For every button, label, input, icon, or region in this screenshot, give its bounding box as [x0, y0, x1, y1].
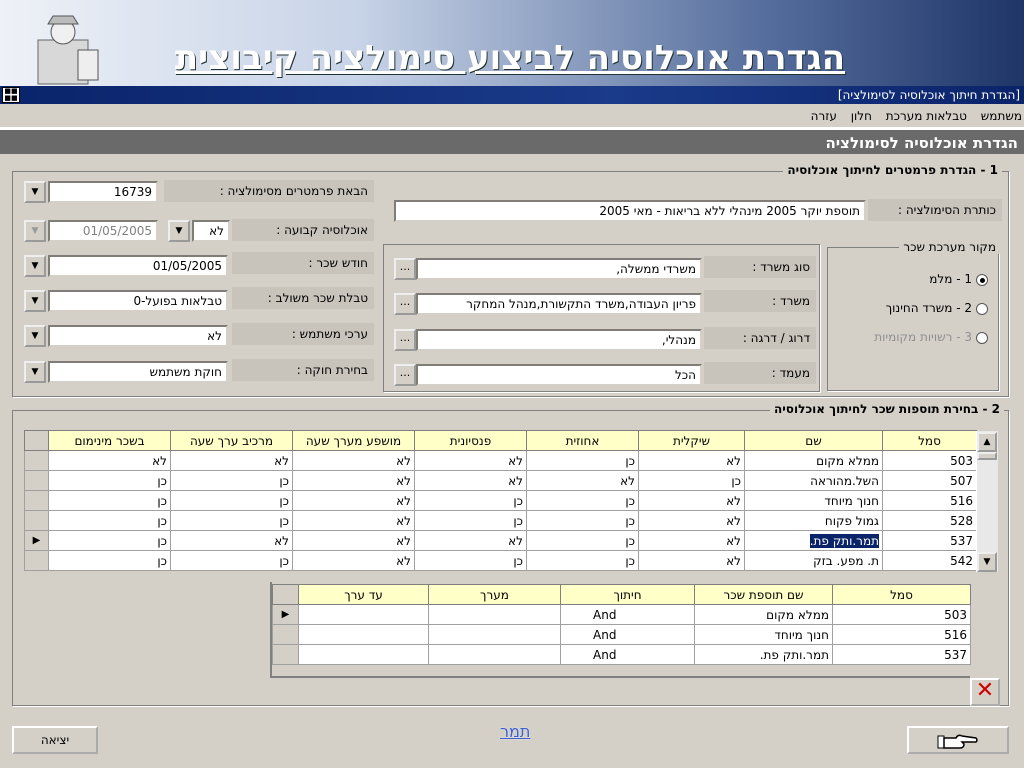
table-cell[interactable]: 537	[833, 645, 971, 665]
row-selector-header	[25, 431, 49, 451]
table-cell[interactable]: כן	[171, 491, 293, 511]
table-row[interactable]	[25, 551, 977, 571]
combined-table-label: טבלת שכר משולב :	[232, 287, 374, 309]
user-values-label: ערכי משתמש :	[232, 323, 374, 345]
radio-circle-icon	[976, 303, 988, 315]
radio-local-authorities: 3 - רשויות מקומיות	[874, 330, 988, 344]
table-cell[interactable]: 516	[883, 491, 977, 511]
additions-table	[24, 430, 977, 571]
fixed-pop-date-input: 01/05/2005	[48, 220, 158, 242]
col-header: סמל	[833, 585, 971, 605]
status-label: מעמד :	[704, 362, 816, 384]
table-cell[interactable]: כן	[49, 491, 171, 511]
law-label: בחירת חוקה :	[232, 359, 374, 381]
selected-table-bottom-line	[270, 676, 970, 678]
menu-bar	[0, 104, 1024, 128]
section1-label: 1 - הגדרת פרמטרים לחיתוך אוכלוסיה	[783, 163, 1002, 177]
menu-help[interactable]: עזרה	[810, 109, 837, 123]
current-row-arrow-icon: ▶	[25, 531, 49, 551]
table-cell[interactable]: לא	[49, 451, 171, 471]
table-cell[interactable]: And	[561, 605, 695, 625]
tamar-link[interactable]: תמר	[500, 722, 531, 741]
row-selector[interactable]	[25, 511, 49, 531]
table-cell[interactable]: לא	[293, 471, 415, 491]
status-picker-button[interactable]: ...	[394, 364, 416, 386]
law-input[interactable]: חוקת משתמש	[48, 361, 228, 383]
close-x-icon: ✕	[975, 678, 995, 703]
table-cell[interactable]	[299, 625, 429, 645]
table-cell[interactable]: לא	[527, 471, 639, 491]
slide-title: הגדרת אוכלוסיה לביצוע סימולציה קיבוצית	[174, 38, 846, 78]
table-cell[interactable]: לא	[293, 511, 415, 531]
sim-title-label: כותרת הסימולציה :	[868, 199, 1002, 221]
table-cell[interactable]: ת. מפע. בזק	[745, 551, 883, 571]
menu-window[interactable]: חלון	[850, 109, 872, 123]
table-row-current[interactable]	[25, 531, 977, 551]
office-picker-button[interactable]: ...	[394, 293, 416, 315]
table-cell[interactable]: ממלא מקום	[695, 605, 833, 625]
table-cell[interactable]: לא	[171, 531, 293, 551]
menu-system-tables[interactable]: טבלאות מערכת	[885, 109, 967, 123]
table-cell[interactable]: לא	[415, 531, 527, 551]
form-title: הגדרת אוכלוסיה לסימולציה	[0, 128, 1024, 154]
table-cell[interactable]	[429, 625, 561, 645]
col-header: מושפע מערך שעה	[293, 431, 415, 451]
col-header: שם	[745, 431, 883, 451]
table-cell[interactable]: 503	[883, 451, 977, 471]
col-header: מערך	[429, 585, 561, 605]
table-cell[interactable]: 528	[883, 511, 977, 531]
table-cell[interactable]: גמול פקוח	[745, 511, 883, 531]
row-selector[interactable]	[273, 625, 299, 645]
col-header: פנסיונית	[415, 431, 527, 451]
app-icon: ■■ ■■	[2, 87, 20, 103]
table-cell[interactable]: כן	[49, 531, 171, 551]
table-cell[interactable]: כן	[171, 511, 293, 531]
office-type-label: סוג משרד :	[704, 256, 816, 278]
status-input[interactable]: הכל	[416, 364, 702, 386]
table-cell[interactable]: כן	[415, 551, 527, 571]
scroll-down-icon[interactable]: ▼	[977, 552, 997, 572]
col-header: בשכר מינימום	[49, 431, 171, 451]
window-title: [הגדרת חיתוך אוכלוסיה לסימולציה]	[0, 86, 1024, 104]
combined-table-input[interactable]: טבלאות בפועל-0	[48, 290, 228, 312]
current-row-arrow-icon: ▶	[273, 605, 299, 625]
table-cell[interactable]	[299, 645, 429, 665]
table-cell[interactable]: לא	[293, 551, 415, 571]
table-cell[interactable]: לא	[293, 451, 415, 471]
table-cell[interactable]: חנוך מיוחד	[745, 491, 883, 511]
table-row[interactable]	[25, 451, 977, 471]
row-selector[interactable]	[25, 551, 49, 571]
table-cell[interactable]: כן	[527, 491, 639, 511]
table-cell[interactable]: כן	[171, 471, 293, 491]
col-header: סמל	[883, 431, 977, 451]
table-cell[interactable]: And	[561, 625, 695, 645]
sim-title-input[interactable]: תוספת יוקר 2005 מינהלי ללא בריאות - מאי 2005	[394, 200, 866, 222]
table-cell[interactable]: לא	[639, 531, 745, 551]
fixed-pop-input[interactable]: לא	[192, 220, 230, 242]
table-cell[interactable]: 542	[883, 551, 977, 571]
import-params-label: הבאת פרמטרים מסימולציה :	[164, 180, 374, 202]
table-cell[interactable]: 503	[833, 605, 971, 625]
table-row[interactable]	[273, 645, 971, 665]
clipart-figure-icon	[18, 10, 108, 86]
selected-additions-table	[272, 584, 971, 665]
table-cell[interactable]: לא	[171, 451, 293, 471]
office-type-picker-button[interactable]: ...	[394, 258, 416, 280]
table-cell[interactable]: לא	[639, 511, 745, 531]
office-label: משרד :	[704, 290, 816, 312]
delete-button[interactable]	[970, 678, 1000, 706]
table-cell[interactable]: לא	[639, 491, 745, 511]
table-cell[interactable]: ממלא מקום	[745, 451, 883, 471]
scroll-thumb[interactable]	[977, 452, 997, 460]
combined-table-dropdown-icon[interactable]: ▼	[24, 290, 46, 312]
radio-malam[interactable]: 1 - מלמ	[929, 272, 988, 286]
row-selector[interactable]	[273, 645, 299, 665]
radio-education-ministry[interactable]: 2 - משרד החינוך	[886, 301, 988, 315]
office-type-input[interactable]: משרדי ממשלה,	[416, 258, 702, 280]
table-cell[interactable]: כן	[49, 471, 171, 491]
table-cell[interactable]: חנוך מיוחד	[695, 625, 833, 645]
scroll-up-icon[interactable]: ▲	[977, 432, 997, 452]
table-cell[interactable]: 507	[883, 471, 977, 491]
table-row[interactable]	[25, 471, 977, 491]
table-cell[interactable]: לא	[293, 531, 415, 551]
table-cell[interactable]: כן	[49, 511, 171, 531]
col-header: אחוזית	[527, 431, 639, 451]
table-cell[interactable]: כן	[527, 511, 639, 531]
fixed-pop-date-dropdown-icon: ▼	[24, 220, 46, 242]
table-cell[interactable]: לא	[415, 451, 527, 471]
col-header: שם תוספת שכר	[695, 585, 833, 605]
table-cell[interactable]: כן	[415, 511, 527, 531]
table-cell[interactable]: כן	[639, 471, 745, 491]
table-cell[interactable]: לא	[415, 471, 527, 491]
row-selector[interactable]	[25, 491, 49, 511]
table-row[interactable]	[25, 511, 977, 531]
table-cell[interactable]: לא	[293, 491, 415, 511]
rank-label: דרוג / דרגה :	[704, 327, 816, 349]
table-row[interactable]	[25, 491, 977, 511]
radio-circle-icon	[976, 274, 988, 286]
table-cell[interactable]	[429, 645, 561, 665]
next-button[interactable]	[907, 726, 1009, 754]
fixed-pop-label: אוכלוסיה קבועה :	[232, 219, 374, 241]
salary-source-group	[827, 247, 999, 391]
section2-label: 2 - בחירת תוספות שכר לחיתוך אוכלוסיה	[770, 402, 1004, 416]
table-row[interactable]	[273, 625, 971, 645]
radio-circle-icon	[976, 332, 988, 344]
law-dropdown-icon[interactable]: ▼	[24, 361, 46, 383]
rank-input[interactable]: מנהלי,	[416, 329, 702, 351]
row-selector[interactable]	[25, 451, 49, 471]
table-cell[interactable]: 537	[883, 531, 977, 551]
user-values-dropdown-icon[interactable]: ▼	[24, 325, 46, 347]
pointing-hand-icon	[936, 730, 980, 752]
selected-table-bottom-border	[270, 582, 272, 678]
table-cell[interactable]: לא	[639, 551, 745, 571]
salary-month-input[interactable]: 01/05/2005	[48, 255, 228, 277]
office-input[interactable]: פריון העבודה,משרד התקשורת,מנהל המחקר	[416, 293, 702, 315]
table-cell[interactable]: תמר.ותק פת.	[695, 645, 833, 665]
col-header: מרכיב ערך שעה	[171, 431, 293, 451]
table-cell[interactable]: 516	[833, 625, 971, 645]
table-cell[interactable]: And	[561, 645, 695, 665]
menu-user[interactable]: משתמש	[980, 109, 1022, 123]
row-selector-header	[273, 585, 299, 605]
col-header: שיקלית	[639, 431, 745, 451]
table-cell[interactable]: כן	[527, 451, 639, 471]
table-cell[interactable]: כן	[171, 551, 293, 571]
salary-month-label: חודש שכר :	[232, 252, 374, 274]
user-values-input[interactable]: לא	[48, 325, 228, 347]
import-params-dropdown-icon[interactable]: ▼	[24, 181, 46, 203]
salary-source-label: מקור מערכת שכר	[899, 240, 1000, 254]
table-cell[interactable]	[429, 605, 561, 625]
rank-picker-button[interactable]: ...	[394, 329, 416, 351]
table-cell[interactable]: לא	[639, 451, 745, 471]
col-header: עד ערך	[299, 585, 429, 605]
import-params-input[interactable]: 16739	[48, 181, 158, 203]
salary-month-dropdown-icon[interactable]: ▼	[24, 255, 46, 277]
table-cell[interactable]: כן	[49, 551, 171, 571]
fixed-pop-dropdown-icon[interactable]: ▼	[168, 220, 190, 242]
table-cell[interactable]: כן	[527, 551, 639, 571]
table-cell[interactable]: כן	[527, 531, 639, 551]
table-row-current[interactable]	[273, 605, 971, 625]
table-cell[interactable]	[299, 605, 429, 625]
table-cell[interactable]: השל.מהוראה	[745, 471, 883, 491]
col-header: חיתוך	[561, 585, 695, 605]
table-cell[interactable]: כן	[415, 491, 527, 511]
table-cell-selected[interactable]: תמר.ותק פת.	[745, 531, 883, 551]
row-selector[interactable]	[25, 471, 49, 491]
exit-button[interactable]: יציאה	[12, 726, 98, 754]
